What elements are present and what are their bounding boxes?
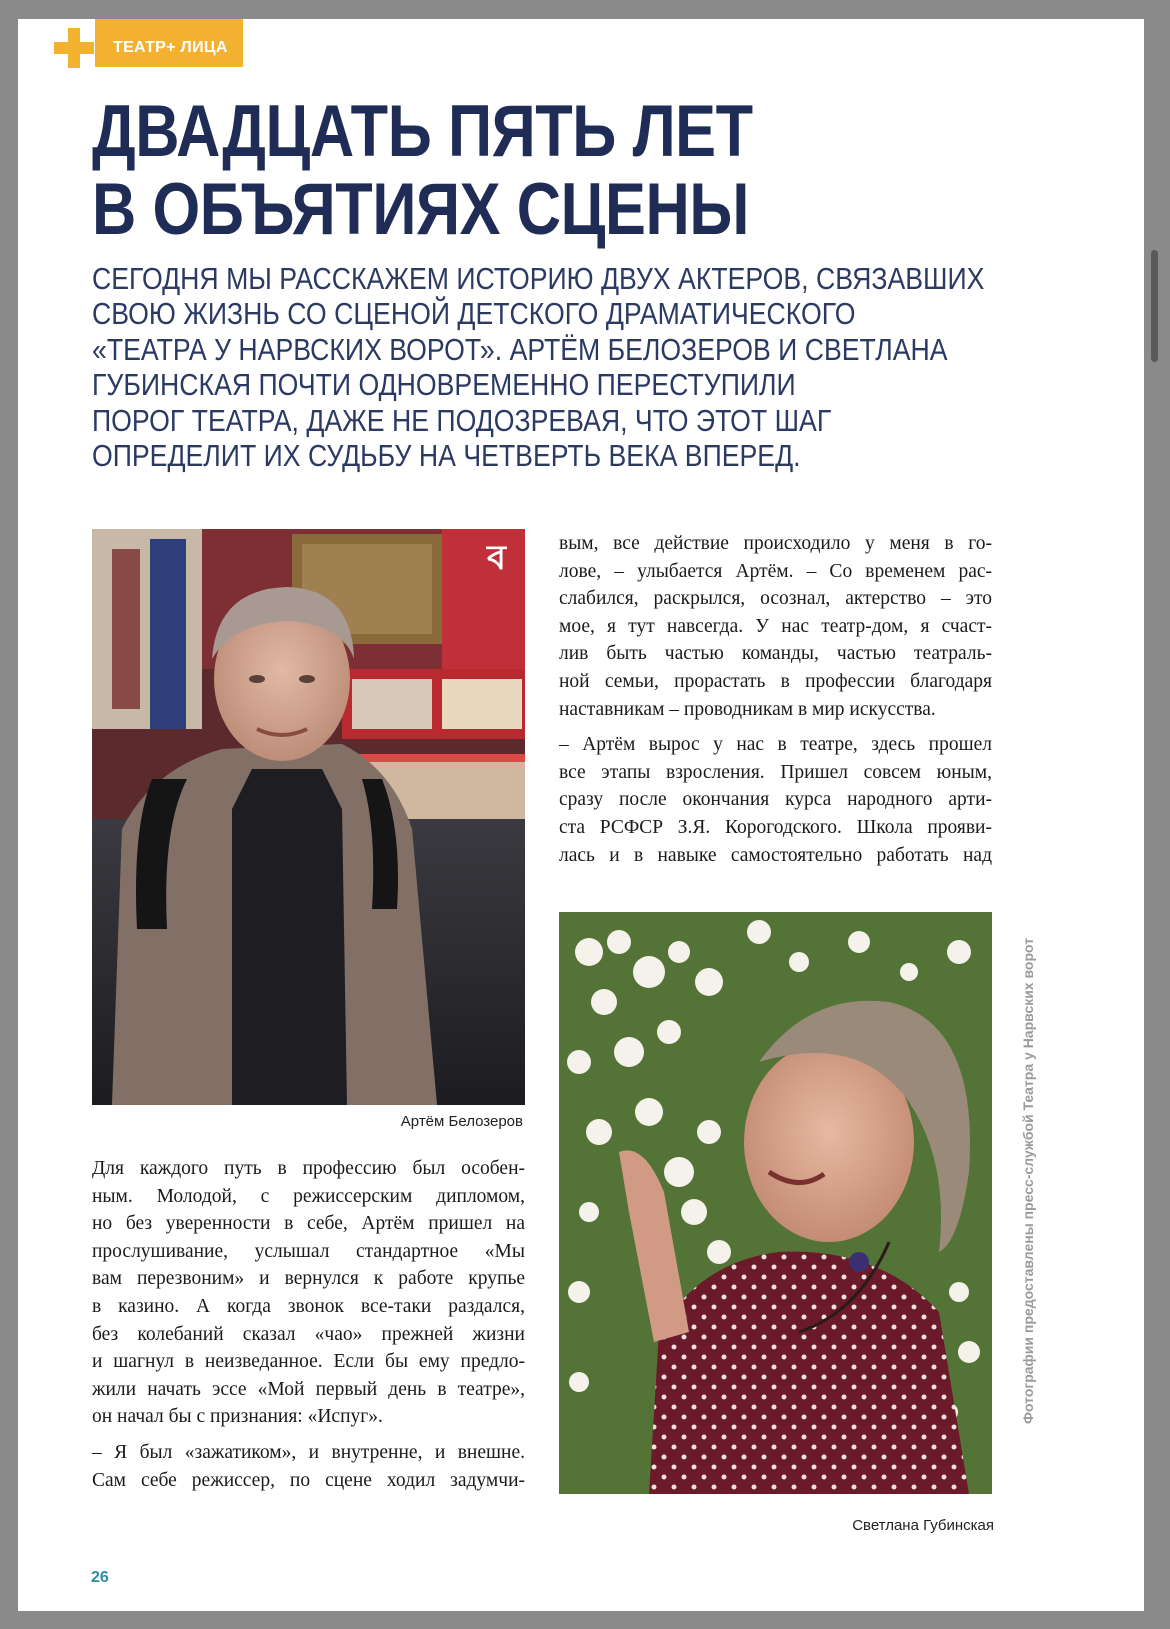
text-line: лове, – улыбается Артём. – Со временем рас-	[559, 560, 992, 582]
text-line: он начал бы с признания: «Испуг».	[92, 1406, 383, 1428]
lead-line: СЕГОДНЯ МЫ РАССКАЖЕМ ИСТОРИЮ ДВУХ АКТЕРОВ, СВЯЗАВШИХ	[92, 261, 985, 296]
photo-caption: Артём Белозеров	[400, 1113, 523, 1130]
text-line: – Артём вырос у нас в театре, здесь прошел	[559, 734, 992, 756]
plus-icon	[54, 28, 94, 68]
text-line: лась и в навыке самостоятельно работать над	[559, 844, 992, 866]
text-line: вам перезвоним» и вернулся к работе крупье	[92, 1268, 525, 1290]
text-line: ста РСФСР З.Я. Корогодского. Школа прояви-	[559, 816, 992, 838]
body-column-right	[559, 530, 992, 869]
lead-line: ОПРЕДЕЛИТ ИХ СУДЬБУ НА ЧЕТВЕРТЬ ВЕКА ВПЕРЕД.	[92, 438, 801, 474]
article-lead	[92, 261, 1004, 473]
text-line: прослушивание, услышал стандартное «Мы	[92, 1240, 525, 1262]
text-line: жили начать эссе «Мой первый день в театре»,	[92, 1378, 525, 1400]
magazine-page	[18, 19, 1144, 1611]
svg-text:ব: ব	[487, 539, 506, 577]
text-line: и шагнул в неизведанное. Если бы ему предло-	[92, 1351, 525, 1373]
photo-caption: Светлана Губинская	[852, 1517, 994, 1534]
text-line: ным. Молодой, с режиссерским дипломом,	[92, 1185, 525, 1207]
text-line: лив быть частью команды, частью театраль-	[559, 643, 992, 665]
lead-line: «ТЕАТРА У НАРВСКИХ ВОРОТ». АРТЁМ БЕЛОЗЕРОВ И СВЕТЛАНА	[92, 331, 948, 367]
headline-line: ДВАДЦАТЬ ПЯТЬ ЛЕТ	[92, 91, 753, 172]
text-line: слабился, раскрылся, осознал, актерство – это	[559, 588, 992, 610]
article-headline	[92, 91, 753, 250]
text-line: мое, я тут навсегда. У нас театр-дом, я счаст-	[559, 615, 992, 637]
text-line: сразу после окончания курса народного арти-	[559, 789, 992, 811]
lead-line: СВОЮ ЖИЗНЬ СО СЦЕНОЙ ДЕТСКОГО ДРАМАТИЧЕСКОГО	[92, 296, 856, 332]
text-line: Сам себе режиссер, по сцене ходил задумчи-	[92, 1469, 525, 1491]
page-number: 26	[91, 1569, 109, 1586]
text-line: без колебаний сказал «чао» прежней жизни	[92, 1323, 525, 1345]
text-line: в казино. А когда звонок все-таки раздался,	[92, 1295, 525, 1317]
text-line: Для каждого путь в профессию был особен-	[92, 1158, 525, 1179]
lead-line: ПОРОГ ТЕАТРА, ДАЖЕ НЕ ПОДОЗРЕВАЯ, ЧТО ЭТОТ ШАГ	[92, 402, 832, 438]
photo-credit: Фотографии предоставлены пресс-службой Театра у Нарвских ворот	[1020, 937, 1036, 1424]
section-tag: ТЕАТР+ ЛИЦА	[95, 19, 243, 67]
photo-svetlana-gubinskaya	[559, 912, 992, 1494]
text-line: вым, все действие происходило у меня в го-	[559, 533, 992, 554]
body-column-left	[92, 1155, 525, 1494]
text-line: ной семьи, прорастать в профессии благодаря	[559, 670, 992, 692]
text-line: – Я был «зажатиком», и внутренне, и внешне.	[92, 1441, 525, 1463]
text-line: наставникам – проводникам в мир искусства.	[559, 698, 936, 720]
headline-line: В ОБЪЯТИЯХ СЦЕНЫ	[92, 169, 749, 250]
photo-artem-belozerov	[92, 529, 525, 1105]
lead-line: ГУБИНСКАЯ ПОЧТИ ОДНОВРЕМЕННО ПЕРЕСТУПИЛИ	[92, 367, 796, 403]
text-line: все этапы взросления. Пришел совсем юным,	[559, 761, 992, 783]
text-line: но без уверенности в себе, Артём пришел на	[92, 1213, 525, 1235]
scrollbar-thumb[interactable]	[1151, 250, 1158, 362]
